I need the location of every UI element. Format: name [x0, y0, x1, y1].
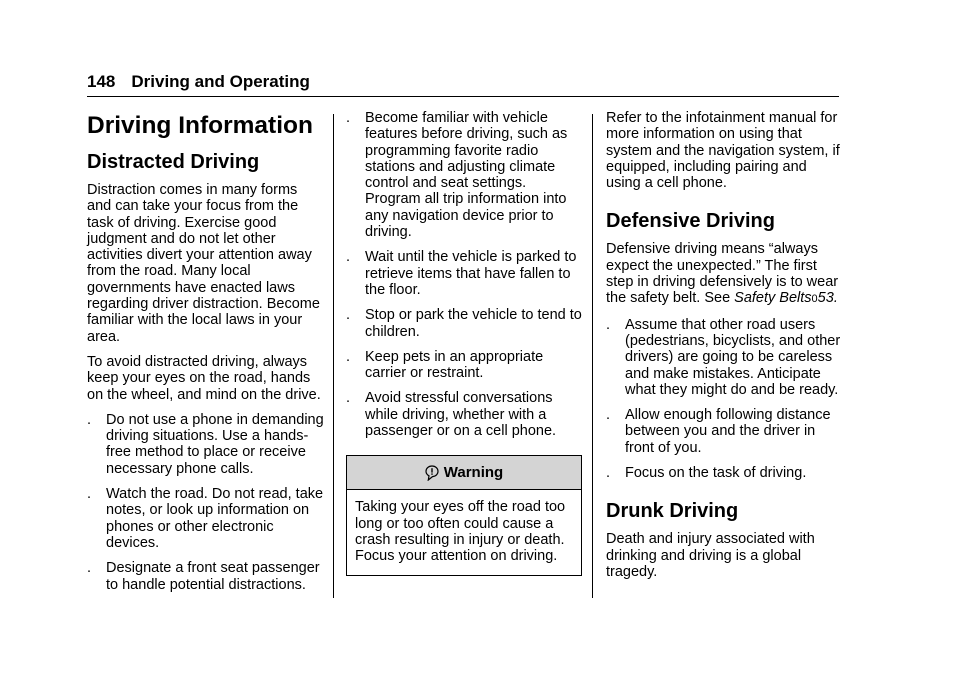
bullet-mark: . — [346, 348, 351, 365]
bullet-mark: . — [606, 316, 611, 333]
bullet-item — [606, 465, 842, 481]
main-heading: Driving Information — [87, 112, 313, 139]
warning-header — [347, 456, 581, 490]
page-number: 148 — [87, 72, 116, 91]
bullet-mark: . — [606, 465, 611, 482]
bullet-mark: . — [87, 486, 92, 503]
column-2 — [346, 110, 582, 576]
bullet-mark: . — [346, 390, 351, 407]
warning-title: Warning — [443, 463, 504, 481]
bullet-mark: . — [606, 407, 611, 424]
bullet-text: Designate a front seat passenger to handle potential distractions. — [106, 560, 320, 593]
bullet-item — [606, 317, 842, 398]
warning-box — [346, 455, 582, 575]
bullet-item — [87, 560, 325, 593]
defensive-para — [606, 241, 842, 307]
bullet-item — [346, 249, 582, 298]
bullet-item — [87, 486, 325, 551]
bullet-text: Wait until the vehicle is parked to retrieve items that have fallen to the floor. — [365, 249, 577, 298]
page-header — [87, 72, 310, 92]
bullet-mark: . — [346, 307, 351, 324]
bullet-item — [346, 307, 582, 340]
infotainment-note: Refer to the infotainment manual for more information on using that system and the navigation system, if equipped, including pairing and using a cell phone. — [606, 110, 840, 192]
column-3 — [606, 110, 842, 589]
warning-icon — [425, 465, 439, 481]
bullet-mark: . — [87, 560, 92, 577]
bullet-mark: . — [346, 249, 351, 266]
bullet-text: Stop or park the vehicle to tend to children. — [365, 307, 582, 340]
bullet-text: Do not use a phone in demanding driving situations. Use a hands-free method to place or receive necessary phone calls. — [106, 411, 324, 477]
drunk-driving-heading: Drunk Driving — [606, 500, 739, 523]
bullet-text: Assume that other road users (pedestrians, bicyclists, and other drivers) are going to be careless and make mistakes. Anticipate what they might do and be ready. — [625, 316, 841, 398]
period: . — [833, 290, 838, 307]
bullet-item — [87, 412, 325, 477]
column-1 — [87, 110, 325, 602]
header-rule — [87, 96, 839, 97]
bullet-mark: . — [346, 110, 351, 126]
drunk-para: Death and injury associated with drinking and driving is a global tragedy. — [606, 531, 815, 580]
distracted-para-2: To avoid distracted driving, always keep your eyes on the road, hands on the wheel, and mind on the drive. — [87, 353, 321, 403]
defensive-driving-heading: Defensive Driving — [606, 210, 775, 233]
column-divider-2 — [592, 114, 593, 598]
column-divider-1 — [333, 114, 334, 598]
section-title: Driving and Operating — [131, 72, 310, 91]
defensive-para-text: Defensive driving means “always expect the unexpected.” The first step in driving defensively is to wear the safety belt. See — [606, 241, 839, 307]
distracted-driving-heading: Distracted Driving — [87, 151, 260, 173]
bullet-item — [346, 349, 582, 382]
bullet-item — [606, 407, 842, 456]
bullet-text: Focus on the task of driving. — [625, 465, 807, 482]
bullet-item — [346, 110, 582, 240]
distracted-para-1: Distraction comes in many forms and can take your focus from the task of driving. Exercise good judgment and do not let other activities divert your attention away from the road. Many local governments have enacted laws regarding driver distraction. Become familiar with the local laws in your area. — [87, 182, 320, 345]
safety-belts-link[interactable]: Safety Belts — [734, 290, 812, 307]
page-ref-icon: 0 — [811, 293, 818, 306]
bullet-item — [346, 390, 582, 439]
bullet-mark: . — [87, 411, 92, 428]
safety-belts-page[interactable]: 53 — [817, 290, 834, 307]
bullet-text: Allow enough following distance between you and the driver in front of you. — [625, 407, 831, 456]
bullet-text: Watch the road. Do not read, take notes, or look up information on phones or other electronic devices. — [106, 486, 324, 551]
warning-body: Taking your eyes off the road too long or too often could cause a crash resulting in injury or death. Focus your attention on driving. — [355, 499, 566, 565]
bullet-text: Avoid stressful conversations while driving, whether with a passenger or on a cell phone. — [365, 390, 557, 440]
bullet-text: Keep pets in an appropriate carrier or restraint. — [365, 348, 544, 382]
bullet-text: Become familiar with vehicle features before driving, such as programming favorite radio stations and adjusting climate control and seat settings. Program all trip information into any navigation device prior to driving. — [365, 110, 568, 241]
